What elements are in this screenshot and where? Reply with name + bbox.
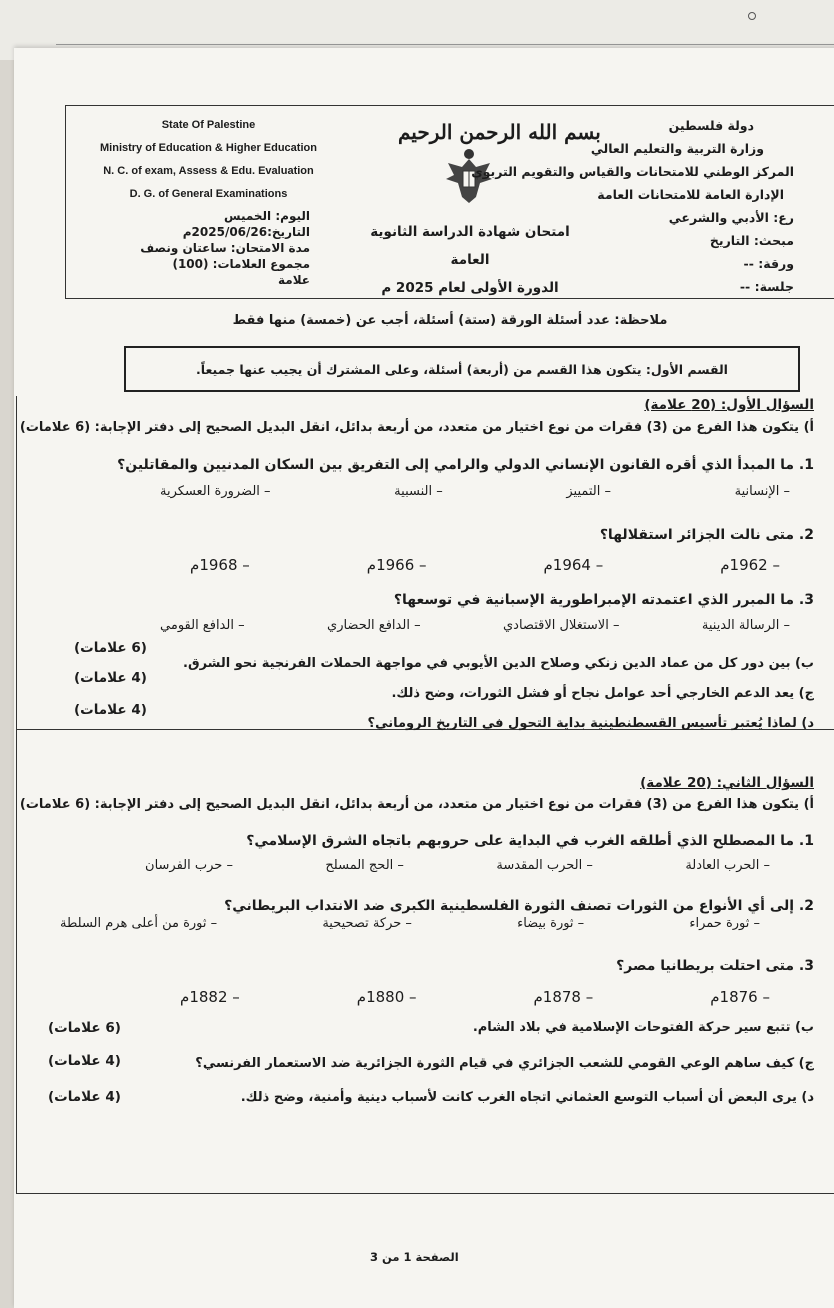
ar-ministry: وزارة التربية والتعليم العالي (590, 141, 764, 156)
option: – الحرب العادلة (685, 858, 770, 873)
option: – النسبية (394, 484, 443, 499)
option: – الاستغلال الاقتصادي (503, 618, 620, 633)
option: – حرب الفرسان (145, 858, 233, 873)
q2-title: السؤال الثاني: (20 علامة) (640, 775, 814, 791)
q1-item2: 2. متى نالت الجزائر استقلالها؟ (599, 527, 814, 543)
exam-title-line2: الدورة الأولى لعام 2025 م (381, 280, 559, 296)
q2-item1-options (145, 858, 770, 873)
punch-hole (748, 12, 756, 20)
option: – 1968م (190, 556, 250, 574)
section-banner (124, 346, 800, 392)
ar-paper: ورقة: -- (743, 256, 794, 271)
option: – 1964م (543, 556, 604, 574)
q2-intro: أ) يتكون هذا الفرع من (3) فقرات من نوع اختيار من متعدد، من أربعة بدائل، انقل البديل الصحيح إلى دفتر الإجابة: (6 علامات) (19, 797, 814, 812)
exam-total: مجموع العلامات: (100) علامة (172, 257, 310, 287)
q1-title: السؤال الأول: (20 علامة) (644, 397, 814, 413)
exam-date: التاريخ:2025/06/26م (182, 225, 310, 239)
option: – الإنسانية (734, 484, 790, 499)
q1-b: ب) بين دور كل من عماد الدين زنكي وصلاح الدين الأيوبي في مواجهة الحملات الفرنجية نحو الشرق. (183, 656, 814, 671)
ar-state: دولة فلسطين (668, 118, 754, 133)
option: – 1876م (710, 988, 770, 1006)
q1-intro: أ) يتكون هذا الفرع من (3) فقرات من نوع اختيار من متعدد، من أربعة بدائل، انقل البديل الصحيح إلى دفتر الإجابة: (6 علامات) (19, 420, 814, 435)
option: – 1882م (180, 988, 240, 1006)
q1-item1-options (160, 484, 790, 499)
q1-item3: 3. ما المبرر الذي اعتمدته الإمبراطورية الإسبانية في توسعها؟ (393, 592, 814, 608)
exam-title (350, 218, 590, 302)
q1-item3-options (160, 618, 790, 633)
q1-item2-options (190, 556, 780, 574)
option: – الحرب المقدسة (496, 858, 593, 873)
ar-subject: مبحث: التاريخ (709, 233, 794, 248)
q1-b-marks: (6 علامات) (74, 640, 147, 656)
q2-item1: 1. ما المصطلح الذي أطلقه الغرب في البداية على حروبهم باتجاه الشرق الإسلامي؟ (246, 833, 814, 849)
q2-d-marks: (4 علامات) (48, 1089, 121, 1105)
exam-info (140, 208, 310, 288)
questions-frame (16, 396, 834, 1194)
en-state: State Of Palestine (161, 119, 256, 131)
q2-c-marks: (4 علامات) (48, 1053, 121, 1069)
option: – الدافع الحضاري (327, 618, 421, 633)
option: – حركة تصحيحية (322, 916, 412, 931)
q1-c: ج) يعد الدعم الخارجي أحد عوامل نجاح أو فشل الثورات، وضح ذلك. (391, 686, 814, 701)
exam-note: ملاحظة: عدد أسئلة الورقة (ستة) أسئلة، أجب عن (خمسة) منها فقط (232, 313, 668, 328)
option: – 1878م (533, 988, 594, 1006)
en-center: N. C. of exam, Assess & Edu. Evaluation (103, 165, 314, 177)
option: – ثورة من أعلى هرم السلطة (60, 916, 218, 931)
exam-day: اليوم: الخميس (224, 209, 310, 223)
option: – الحج المسلح (325, 858, 404, 873)
option: – الدافع القومي (160, 618, 245, 633)
section-text: القسم الأول: يتكون هذا القسم من (أربعة) أسئلة، وعلى المشترك أن يجيب عنها جميعاً. (196, 361, 728, 377)
en-directorate: D. G. of General Examinations (129, 188, 288, 200)
option: – التمييز (566, 484, 612, 499)
exam-title-line1: امتحان شهادة الدراسة الثانوية العامة (370, 224, 570, 268)
en-ministry: Ministry of Education & Higher Education (100, 142, 317, 154)
option: – 1966م (366, 556, 427, 574)
q2-item3: 3. متى احتلت بريطانيا مصر؟ (616, 958, 814, 974)
ar-branch: رع: الأدبي والشرعي (668, 210, 794, 225)
option: – 1880م (356, 988, 417, 1006)
q1-c-marks: (4 علامات) (74, 670, 147, 686)
page-number: الصفحة 1 من 3 (370, 1250, 459, 1264)
option: – 1962م (720, 556, 780, 574)
back-sheet-line (56, 44, 834, 45)
q1-d-marks: (4 علامات) (74, 702, 147, 718)
option: – الرسالة الدينية (701, 618, 790, 633)
q1-item1: 1. ما المبدأ الذي أقره القانون الإنساني الدولي والرامي إلى التفريق بين السكان المدنيين والمقاتلين؟ (117, 457, 814, 473)
basmala: بسم الله الرحمن الرحيم (398, 120, 601, 144)
q2-c: ج) كيف ساهم الوعي القومي للشعب الجزائري في قيام الثورة الجزائرية ضد الاستعمار الفرنسي؟ (195, 1056, 814, 1071)
option: – ثورة حمراء (689, 916, 760, 931)
q2-item2-options (60, 916, 760, 931)
exam-duration: مدة الامتحان: ساعتان ونصف (140, 241, 310, 255)
q2-b-marks: (6 علامات) (48, 1020, 121, 1036)
ar-session: جلسة: -- (739, 279, 794, 294)
q1-d: د) لماذا يُعتبر تأسيس القسطنطينية بداية التحول في التاريخ الروماني؟ (367, 716, 814, 731)
ar-directorate: الإدارة العامة للامتحانات العامة (597, 187, 784, 202)
english-header (100, 114, 317, 206)
option: – ثورة بيضاء (517, 916, 585, 931)
q2-d: د) يرى البعض أن أسباب التوسع العثماني اتجاه الغرب كانت لأسباب دينية وأمنية، وضح ذلك. (240, 1090, 814, 1105)
q2-item2: 2. إلى أي الأنواع من الثورات تصنف الثورة الفلسطينية الكبرى ضد الانتداب البريطاني؟ (224, 898, 814, 914)
q2-item3-options (180, 988, 770, 1006)
q2-b: ب) تتبع سير حركة الفتوحات الإسلامية في بلاد الشام. (472, 1020, 814, 1035)
ar-center: المركز الوطني للامتحانات والقياس والتقويم التربوي (471, 164, 794, 179)
option: – الضرورة العسكرية (160, 484, 271, 499)
